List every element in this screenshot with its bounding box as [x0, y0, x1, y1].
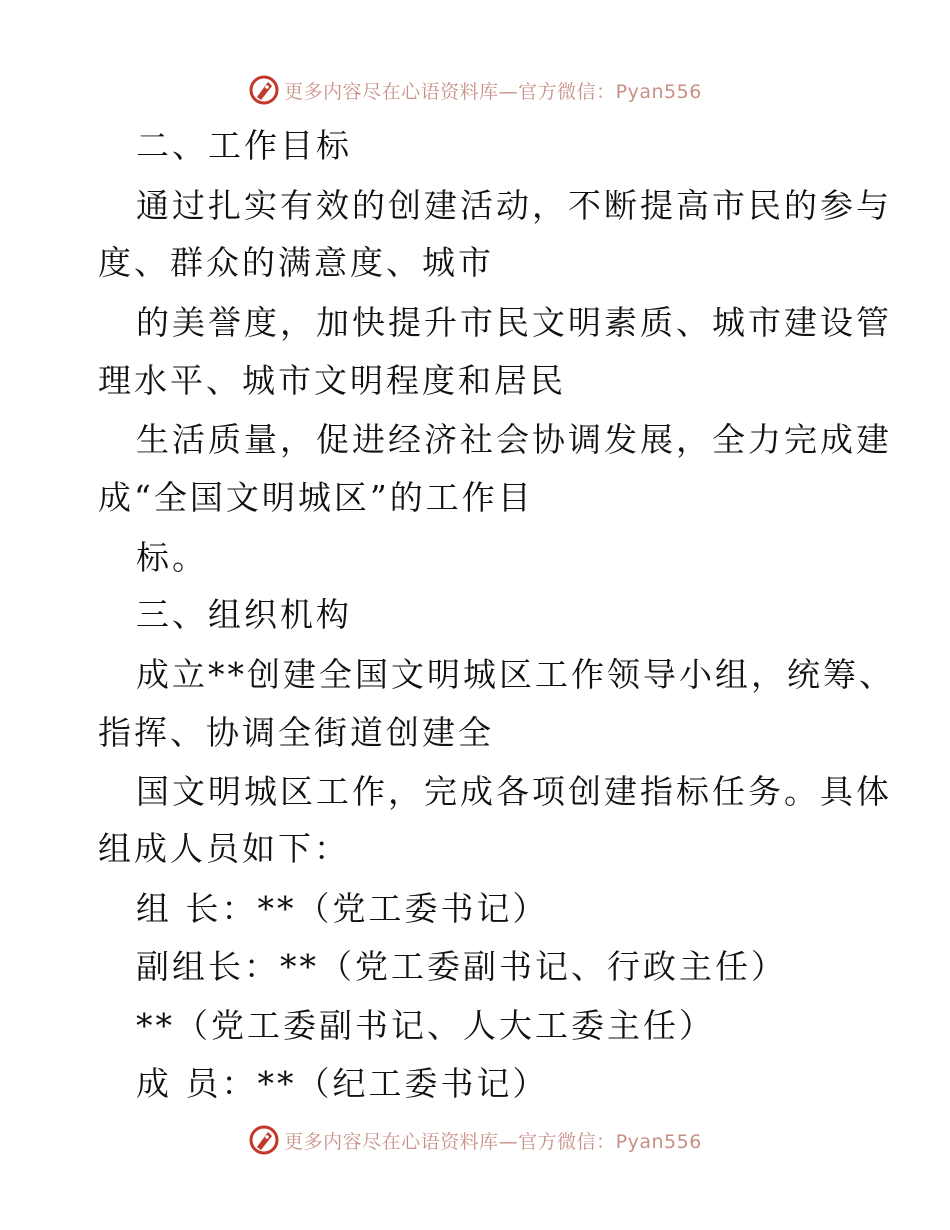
- watermark-text: 更多内容尽在心语资料库—官方微信：Pyan556: [284, 80, 702, 103]
- pen-nib-logo-icon: [248, 74, 280, 106]
- paragraph-line: 标。: [136, 538, 208, 577]
- watermark-banner-top: [0, 70, 950, 110]
- paragraph-line: 组成人员如下：: [98, 829, 350, 868]
- watermark-text: 更多内容尽在心语资料库—官方微信：Pyan556: [284, 1130, 702, 1153]
- section-heading-goals: 二、工作目标: [136, 126, 352, 165]
- paragraph-line: 通过扎实有效的创建活动，不断提高市民的参与: [136, 186, 892, 225]
- member-line-deputy-leader: 副组长：**（党工委副书记、行政主任）: [136, 947, 787, 986]
- paragraph-line: 的美誉度，加快提升市民文明素质、城市建设管: [136, 303, 892, 342]
- member-line-leader: 组 长：**（党工委书记）: [136, 889, 549, 928]
- paragraph-line: 生活质量，促进经济社会协调发展，全力完成建: [136, 420, 892, 459]
- paragraph-line: 指挥、协调全街道创建全: [98, 713, 494, 752]
- paragraph-line: 成“全国文明城区”的工作目: [98, 478, 534, 517]
- member-line-members: 成 员：**（纪工委书记）: [136, 1064, 549, 1103]
- watermark-banner-bottom: [0, 1120, 950, 1160]
- paragraph-line: 成立**创建全国文明城区工作领导小组，统筹、: [136, 655, 895, 694]
- paragraph-line: 度、群众的满意度、城市: [98, 243, 494, 282]
- member-line-deputy-leader-2: **（党工委副书记、人大工委主任）: [136, 1006, 715, 1045]
- paragraph-line: 国文明城区工作，完成各项创建指标任务。具体: [136, 772, 892, 811]
- paragraph-line: 理水平、城市文明程度和居民: [98, 361, 566, 400]
- section-heading-organization: 三、组织机构: [136, 595, 352, 634]
- pen-nib-logo-icon: [248, 1124, 280, 1156]
